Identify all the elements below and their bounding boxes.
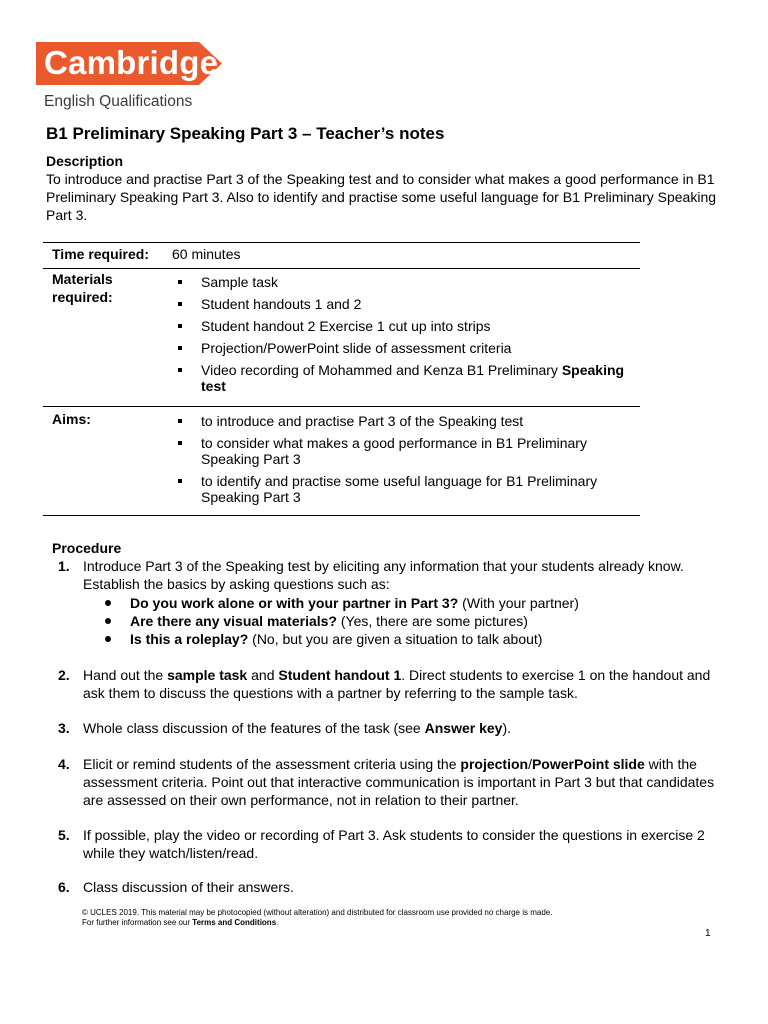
- table-rule: [43, 268, 640, 269]
- square-bullet-icon: [178, 324, 182, 328]
- materials-label: [52, 270, 113, 306]
- question-list: [102, 594, 579, 648]
- square-bullet-icon: [178, 346, 182, 350]
- procedure-step-3: 3. Whole class discussion of the features of the task (see Answer key).: [58, 720, 512, 736]
- time-value: 60 minutes: [172, 246, 241, 262]
- page-title: B1 Preliminary Speaking Part 3 – Teacher’s notes: [46, 124, 445, 143]
- square-bullet-icon: [178, 302, 182, 306]
- aims-label: Aims:: [52, 411, 91, 427]
- time-label: Time required:: [52, 246, 149, 262]
- page-number: 1: [705, 928, 711, 939]
- bullet-icon: [105, 636, 111, 642]
- logo-wordmark: Cambridge: [44, 44, 219, 81]
- list-item: Student handouts 1 and 2: [172, 296, 642, 312]
- materials-label-line2: required:: [52, 289, 113, 305]
- table-rule-bottom: [43, 515, 640, 516]
- list-item: Is this a roleplay? (No, but you are given a situation to talk about): [102, 630, 579, 648]
- description-text: To introduce and practise Part 3 of the Speaking test and to consider what makes a good performance in B1 Preliminary Speaking Part 3. Also to identify and practise some useful language for B1 Preliminary Speaking Part 3.: [46, 171, 717, 223]
- terms-link[interactable]: Terms and Conditions: [192, 918, 277, 927]
- aims-list: [172, 413, 642, 505]
- procedure-heading: Procedure: [52, 540, 122, 556]
- copyright-footer: © UCLES 2019. This material may be photocopied (without alteration) and distributed for classroom use provided no charge is made. For further information see our Terms and Conditions.: [82, 908, 553, 927]
- list-item: Student handout 2 Exercise 1 cut up into strips: [172, 318, 642, 334]
- square-bullet-icon: [178, 419, 182, 423]
- list-item: Projection/PowerPoint slide of assessment criteria: [172, 340, 642, 356]
- list-item: to consider what makes a good performance in B1 Preliminary Speaking Part 3: [172, 435, 642, 467]
- procedure-step-2: 2. Hand out the sample task and Student handout 1. Direct students to exercise 1 on the handout and ask them to discuss the questions with a partner by referring to the sample task.: [58, 667, 711, 701]
- procedure-step-5: 5. If possible, play the video or recording of Part 3. Ask students to consider the questions in exercise 2 while they watch/listen/read.: [58, 827, 705, 861]
- square-bullet-icon: [178, 441, 182, 445]
- table-rule-top: [43, 242, 640, 243]
- materials-label-line1: Materials: [52, 271, 113, 287]
- list-item: to identify and practise some useful language for B1 Preliminary Speaking Part 3: [172, 473, 642, 505]
- list-item: Video recording of Mohammed and Kenza B1 Preliminary Speaking test: [172, 362, 642, 394]
- list-item: Are there any visual materials? (Yes, there are some pictures): [102, 612, 579, 630]
- procedure-step-4: 4. Elicit or remind students of the assessment criteria using the projection/PowerPoint slide with the assessment criteria. Point out that interactive communication is important in Part 3 but that candidates are assessed on their own performance, not in relation to their partner.: [58, 756, 715, 808]
- list-item: Do you work alone or with your partner in Part 3? (With your partner): [102, 594, 579, 612]
- bullet-icon: [105, 618, 111, 624]
- square-bullet-icon: [178, 368, 182, 372]
- logo-subtitle: English Qualifications: [44, 93, 193, 110]
- square-bullet-icon: [178, 479, 182, 483]
- list-item: to introduce and practise Part 3 of the Speaking test: [172, 413, 642, 429]
- procedure-step-6: 6. Class discussion of their answers.: [58, 879, 294, 895]
- square-bullet-icon: [178, 280, 182, 284]
- table-rule: [43, 406, 640, 407]
- materials-list: [172, 274, 642, 394]
- description-heading: Description: [46, 153, 124, 169]
- bullet-icon: [105, 600, 111, 606]
- procedure-step-1: 1. Introduce Part 3 of the Speaking test by eliciting any information that your students already know. Establish the basics by asking questions such as:: [58, 558, 684, 592]
- list-item: Sample task: [172, 274, 642, 290]
